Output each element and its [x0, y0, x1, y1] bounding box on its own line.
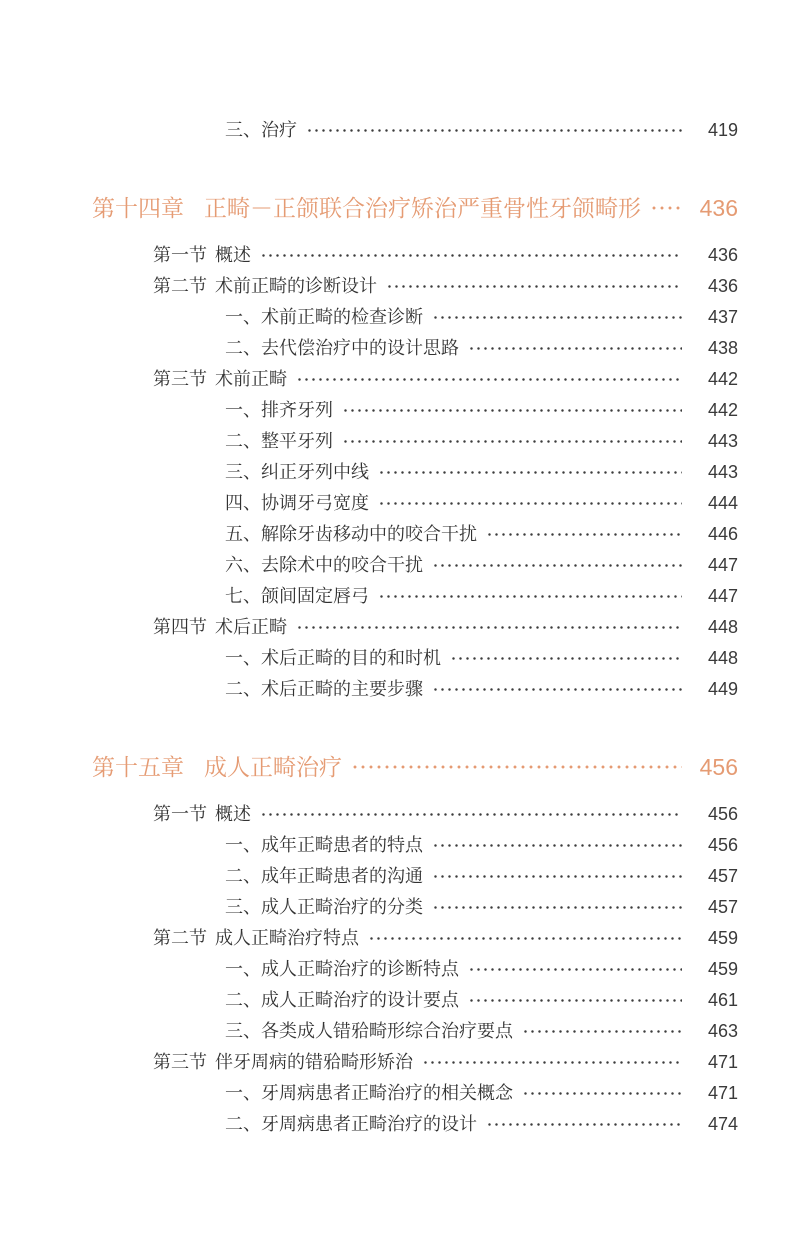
entry-title: 一、术前正畸的检查诊断 — [225, 307, 423, 327]
toc-entry — [153, 612, 738, 643]
toc-entry — [225, 333, 738, 364]
toc-entry — [225, 674, 738, 705]
entry-title: 成人正畸治疗 — [204, 754, 342, 780]
entry-page-number: 459 — [707, 928, 738, 948]
toc-entry — [225, 395, 738, 426]
toc-entry — [225, 550, 738, 581]
entry-title: 术前正畸 — [215, 369, 287, 389]
entry-title: 六、去除术中的咬合干扰 — [225, 555, 423, 575]
entry-page-number: 471 — [707, 1083, 738, 1103]
entry-title: 三、治疗 — [225, 120, 297, 140]
entry-title: 七、颌间固定唇弓 — [225, 586, 369, 606]
toc-entry — [225, 488, 738, 519]
entry-title: 四、协调牙弓宽度 — [225, 493, 369, 513]
toc-entry — [225, 643, 738, 674]
toc-entry — [225, 581, 738, 612]
toc-entry — [153, 364, 738, 395]
dot-leader — [342, 440, 682, 443]
dot-leader — [378, 502, 682, 505]
entry-number-label: 第四节 — [153, 617, 207, 637]
entry-title: 一、成年正畸患者的特点 — [225, 835, 423, 855]
entry-page-number: 457 — [707, 897, 738, 917]
entry-title: 一、术后正畸的目的和时机 — [225, 648, 441, 668]
entry-title: 术前正畸的诊断设计 — [215, 276, 377, 296]
entry-page-number: 443 — [707, 462, 738, 482]
entry-page-number: 474 — [707, 1114, 738, 1134]
entry-page-number: 461 — [707, 990, 738, 1010]
entry-page-number: 443 — [707, 431, 738, 451]
dot-leader — [522, 1092, 682, 1095]
entry-page-number: 463 — [707, 1021, 738, 1041]
toc-entry — [225, 954, 738, 985]
entry-title: 三、各类成人错𬌗畸形综合治疗要点 — [225, 1021, 513, 1041]
entry-title: 二、成年正畸患者的沟通 — [225, 866, 423, 886]
dot-leader — [386, 285, 682, 288]
dot-leader — [432, 564, 682, 567]
entry-number-label: 第一节 — [153, 245, 207, 265]
entry-number-label: 第三节 — [153, 369, 207, 389]
toc-entry — [225, 115, 738, 146]
toc-entry — [225, 457, 738, 488]
toc-entry — [92, 188, 738, 228]
dot-leader — [422, 1061, 682, 1064]
entry-title: 二、牙周病患者正畸治疗的设计 — [225, 1114, 477, 1134]
toc-entry — [225, 985, 738, 1016]
entry-page-number: 459 — [707, 959, 738, 979]
entry-title: 二、成人正畸治疗的设计要点 — [225, 990, 459, 1010]
entry-title: 术后正畸 — [215, 617, 287, 637]
entry-page-number: 438 — [707, 338, 738, 358]
toc-entry — [225, 1109, 738, 1140]
toc-entry — [153, 271, 738, 302]
dot-leader — [468, 999, 682, 1002]
dot-leader — [432, 316, 682, 319]
entry-page-number: 442 — [707, 400, 738, 420]
entry-title: 伴牙周病的错𬌗畸形矫治 — [215, 1052, 413, 1072]
entry-page-number: 449 — [707, 679, 738, 699]
toc-entry — [225, 861, 738, 892]
dot-leader — [260, 254, 682, 257]
dot-leader — [450, 657, 682, 660]
toc-list — [92, 115, 738, 1140]
entry-title: 概述 — [215, 804, 251, 824]
toc-entry — [225, 830, 738, 861]
dot-leader — [306, 129, 682, 132]
entry-number-label: 第三节 — [153, 1052, 207, 1072]
entry-page-number: 437 — [707, 307, 738, 327]
entry-page-number: 456 — [699, 754, 738, 780]
toc-entry — [225, 1078, 738, 1109]
entry-title: 成人正畸治疗特点 — [215, 928, 359, 948]
entry-page-number: 419 — [707, 120, 738, 140]
entry-page-number: 456 — [707, 835, 738, 855]
entry-title: 一、排齐牙列 — [225, 400, 333, 420]
toc-entry — [225, 892, 738, 923]
toc-entry — [225, 302, 738, 333]
dot-leader — [522, 1030, 682, 1033]
entry-title: 一、牙周病患者正畸治疗的相关概念 — [225, 1083, 513, 1103]
dot-leader — [432, 906, 682, 909]
entry-page-number: 448 — [707, 617, 738, 637]
entry-page-number: 448 — [707, 648, 738, 668]
dot-leader — [486, 533, 682, 536]
dot-leader — [342, 409, 682, 412]
toc-entry — [153, 799, 738, 830]
toc-entry — [153, 923, 738, 954]
toc-entry — [92, 747, 738, 787]
entry-title: 三、纠正牙列中线 — [225, 462, 369, 482]
dot-leader — [650, 206, 682, 210]
entry-title: 一、成人正畸治疗的诊断特点 — [225, 959, 459, 979]
entry-page-number: 456 — [707, 804, 738, 824]
dot-leader — [468, 968, 682, 971]
entry-title: 正畸－正颌联合治疗矫治严重骨性牙颌畸形 — [204, 195, 641, 221]
dot-leader — [432, 844, 682, 847]
dot-leader — [468, 347, 682, 350]
entry-page-number: 457 — [707, 866, 738, 886]
dot-leader — [296, 626, 682, 629]
entry-number-label: 第十五章 — [92, 754, 184, 780]
dot-leader — [368, 937, 682, 940]
entry-page-number: 447 — [707, 586, 738, 606]
entry-title: 五、解除牙齿移动中的咬合干扰 — [225, 524, 477, 544]
dot-leader — [296, 378, 682, 381]
entry-page-number: 436 — [707, 276, 738, 296]
dot-leader — [351, 765, 682, 769]
entry-title: 二、术后正畸的主要步骤 — [225, 679, 423, 699]
entry-title: 二、去代偿治疗中的设计思路 — [225, 338, 459, 358]
entry-title: 二、整平牙列 — [225, 431, 333, 451]
dot-leader — [432, 875, 682, 878]
entry-page-number: 447 — [707, 555, 738, 575]
entry-number-label: 第十四章 — [92, 195, 184, 221]
toc-entry — [225, 519, 738, 550]
entry-number-label: 第二节 — [153, 928, 207, 948]
dot-leader — [432, 688, 682, 691]
entry-page-number: 446 — [707, 524, 738, 544]
toc-entry — [225, 1016, 738, 1047]
entry-title: 概述 — [215, 245, 251, 265]
entry-page-number: 444 — [707, 493, 738, 513]
entry-page-number: 436 — [707, 245, 738, 265]
dot-leader — [378, 595, 682, 598]
dot-leader — [486, 1123, 682, 1126]
entry-page-number: 436 — [699, 195, 738, 221]
entry-page-number: 471 — [707, 1052, 738, 1072]
entry-page-number: 442 — [707, 369, 738, 389]
entry-number-label: 第一节 — [153, 804, 207, 824]
entry-number-label: 第二节 — [153, 276, 207, 296]
toc-entry — [153, 240, 738, 271]
toc-entry — [153, 1047, 738, 1078]
dot-leader — [260, 813, 682, 816]
toc-entry — [225, 426, 738, 457]
dot-leader — [378, 471, 682, 474]
entry-title: 三、成人正畸治疗的分类 — [225, 897, 423, 917]
